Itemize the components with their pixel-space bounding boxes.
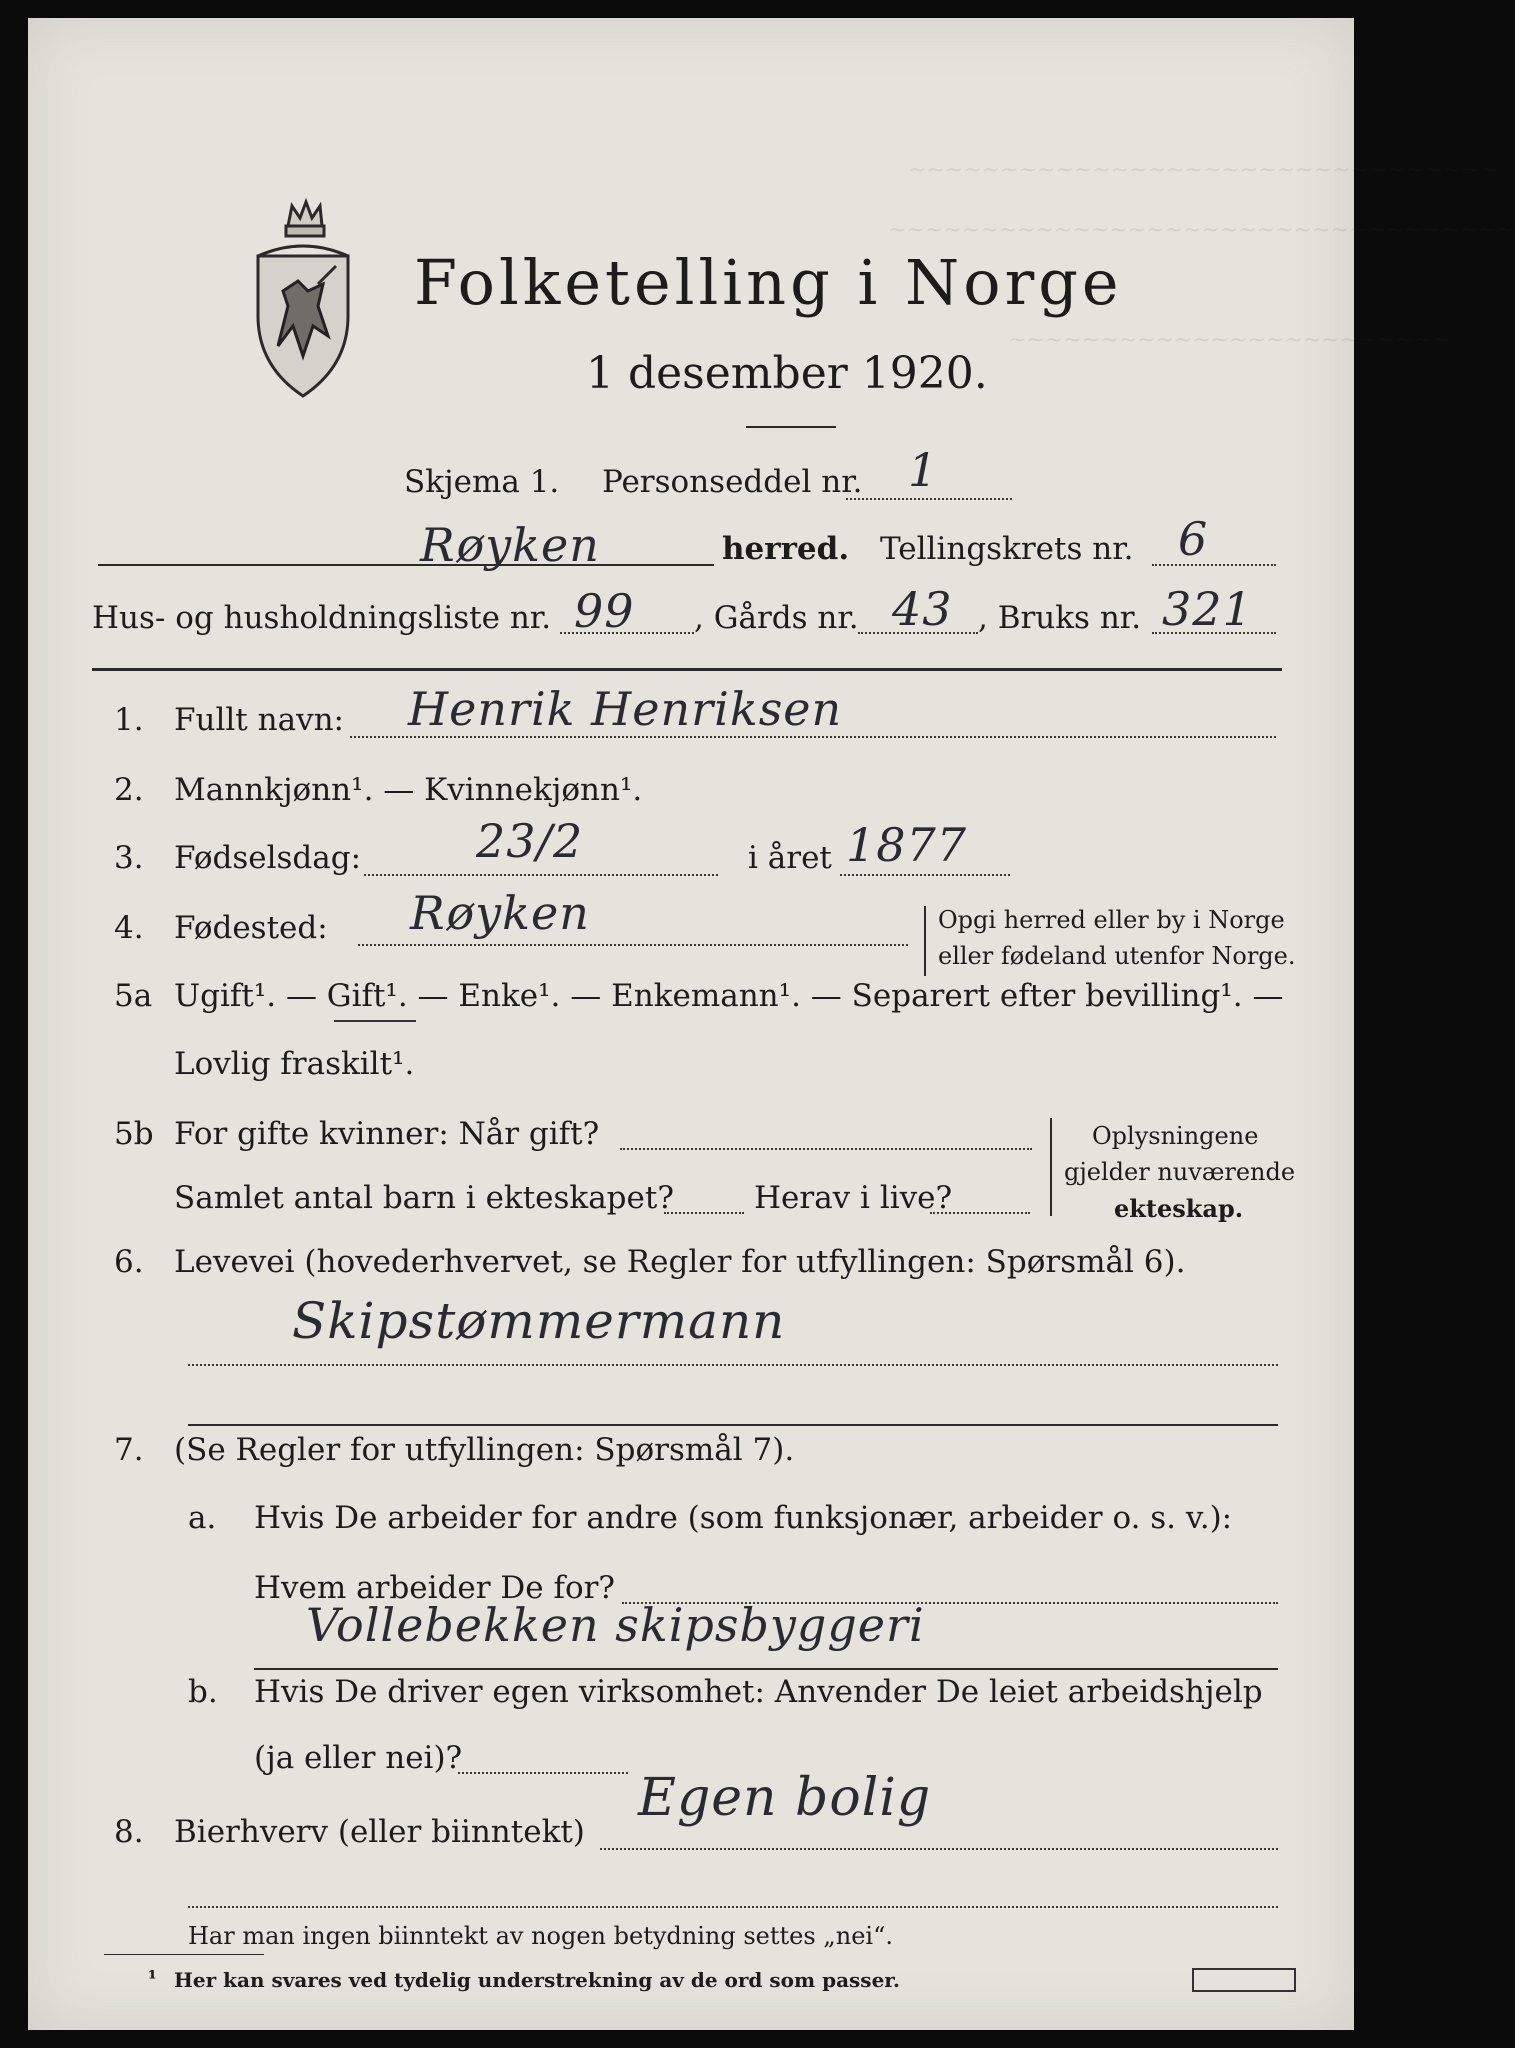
children-alive-field-line (930, 1212, 1030, 1214)
footnote-mark: ¹ (148, 1966, 157, 1990)
q8-number: 8. (114, 1814, 144, 1850)
sex-options: Mannkjønn¹. — Kvinnekjønn¹. (174, 772, 643, 808)
marriage-note-line1: Oplysningene (1092, 1122, 1259, 1150)
q4-number: 4. (114, 910, 144, 946)
bruks-value[interactable]: 321 (1162, 582, 1253, 636)
no-income-note: Har man ingen biinntekt av nogen betydning settes „nei“. (188, 1922, 893, 1950)
marriage-note-line2: gjelder nuværende (1064, 1158, 1296, 1186)
gift-underline-mark (334, 1020, 416, 1022)
birthday-field-line (364, 874, 718, 876)
census-form-sheet (28, 18, 1515, 2030)
children-count-field-line (664, 1212, 744, 1214)
marriage-note-brace (1050, 1118, 1052, 1216)
occupation-value[interactable]: Skipstømmermann (292, 1292, 786, 1350)
personseddel-value[interactable]: 1 (908, 443, 939, 497)
personseddel-field-line (846, 498, 1012, 500)
hired-help-label: (ja eller nei)? (254, 1740, 463, 1776)
side-income-label: Bierhverv (eller biinntekt) (174, 1814, 585, 1850)
side-income-value[interactable]: Egen bolig (638, 1768, 932, 1828)
birth-year-value[interactable]: 1877 (846, 818, 968, 872)
q7b-question: Hvis De driver egen virksomhet: Anvender De leiet arbeidshjelp (254, 1674, 1263, 1710)
full-name-value[interactable]: Henrik Henriksen (408, 682, 843, 736)
footnote-rule (104, 1954, 264, 1955)
show-through-text: ~~~~~~~~~~~~~~~~~~~~~~~~~~~~~~~~~~ (888, 218, 1515, 243)
q5a-number: 5a (114, 978, 153, 1014)
form-title: Folketelling i Norge (414, 246, 1123, 319)
q7a-question: Hvis De arbeider for andre (som funksjonær, arbeider o. s. v.): (254, 1500, 1233, 1536)
q7-number: 7. (114, 1432, 144, 1468)
gards-value[interactable]: 43 (892, 582, 953, 636)
marital-status-options-line2: Lovlig fraskilt¹. (174, 1046, 415, 1082)
birthplace-value[interactable]: Røyken (410, 886, 590, 940)
q1-label: Fullt navn: (174, 702, 344, 738)
tellingskrets-label: Tellingskrets nr. (880, 531, 1134, 567)
personseddel-label: Personseddel nr. (602, 464, 863, 500)
occupation-label: Levevei (hovederhvervet, se Regler for utfyllingen: Spørsmål 6). (174, 1244, 1186, 1280)
employer-field-line-2 (254, 1668, 1278, 1670)
side-income-field-line (600, 1848, 1278, 1850)
married-women-question: For gifte kvinner: Når gift? (174, 1116, 600, 1152)
married-date-field-line (620, 1148, 1032, 1150)
employer-label: Hvem arbeider De for? (254, 1570, 616, 1606)
full-name-field-line (350, 736, 1276, 738)
husholdningsliste-value[interactable]: 99 (574, 584, 635, 638)
hired-help-field-line (458, 1772, 628, 1774)
children-count-label: Samlet antal barn i ekteskapet? (174, 1180, 674, 1216)
q7b-letter: b. (188, 1674, 218, 1710)
footnote-text: Her kan svares ved tydelig understrekning av de ord som passer. (174, 1968, 900, 1992)
side-income-field-line-2 (188, 1906, 1278, 1908)
q1-number: 1. (114, 702, 144, 738)
q2-number: 2. (114, 772, 144, 808)
norway-coat-of-arms-icon (248, 196, 358, 406)
herred-field-line (98, 564, 714, 566)
show-through-text: ~~~~~~~~~~~~~~~~~~~~~~~~ (1008, 328, 1451, 353)
printer-stamp (1192, 1968, 1296, 1992)
birthplace-note-brace (924, 906, 926, 976)
marriage-note-line3: ekteskap. (1114, 1194, 1244, 1223)
header-separator (92, 668, 1282, 671)
occupation-field-line-2 (188, 1424, 1278, 1426)
herred-label: herred. (722, 531, 850, 567)
show-through-text: ~~~~~~~~~~~~~~~~~~~~~~~~~~~~~~~~ (908, 158, 1498, 183)
birthplace-field-line (358, 944, 908, 946)
bruks-label: , Bruks nr. (978, 600, 1142, 636)
census-date: 1 desember 1920. (586, 348, 988, 399)
q3-number: 3. (114, 840, 144, 876)
q6-number: 6. (114, 1244, 144, 1280)
q7-label: (Se Regler for utfyllingen: Spørsmål 7). (174, 1432, 795, 1468)
husholdningsliste-label: Hus- og husholdningsliste nr. (92, 600, 552, 636)
birthplace-note-line2: eller fødeland utenfor Norge. (938, 942, 1296, 970)
marital-status-options: Ugift¹. — Gift¹. — Enke¹. — Enkemann¹. — Separert efter bevilling¹. — (174, 978, 1284, 1014)
employer-value[interactable]: Vollebekken skipsbyggeri (306, 1598, 925, 1652)
title-divider (746, 426, 836, 428)
q3-label: Fødselsdag: (174, 840, 362, 876)
children-alive-label: Herav i live? (754, 1180, 953, 1216)
birthplace-note-line1: Opgi herred eller by i Norge (938, 906, 1285, 934)
occupation-field-line (188, 1364, 1278, 1366)
tellingskrets-field-line (1152, 564, 1276, 566)
birthday-value[interactable]: 23/2 (476, 814, 584, 868)
q7a-letter: a. (188, 1500, 217, 1536)
birth-year-field-line (840, 874, 1010, 876)
herred-value[interactable]: Røyken (420, 518, 600, 572)
skjema-label: Skjema 1. (404, 464, 560, 500)
year-label: i året (748, 840, 832, 876)
q5b-number: 5b (114, 1116, 154, 1152)
gards-label: , Gårds nr. (694, 600, 859, 636)
q4-label: Fødested: (174, 910, 328, 946)
tellingskrets-value[interactable]: 6 (1178, 512, 1209, 566)
